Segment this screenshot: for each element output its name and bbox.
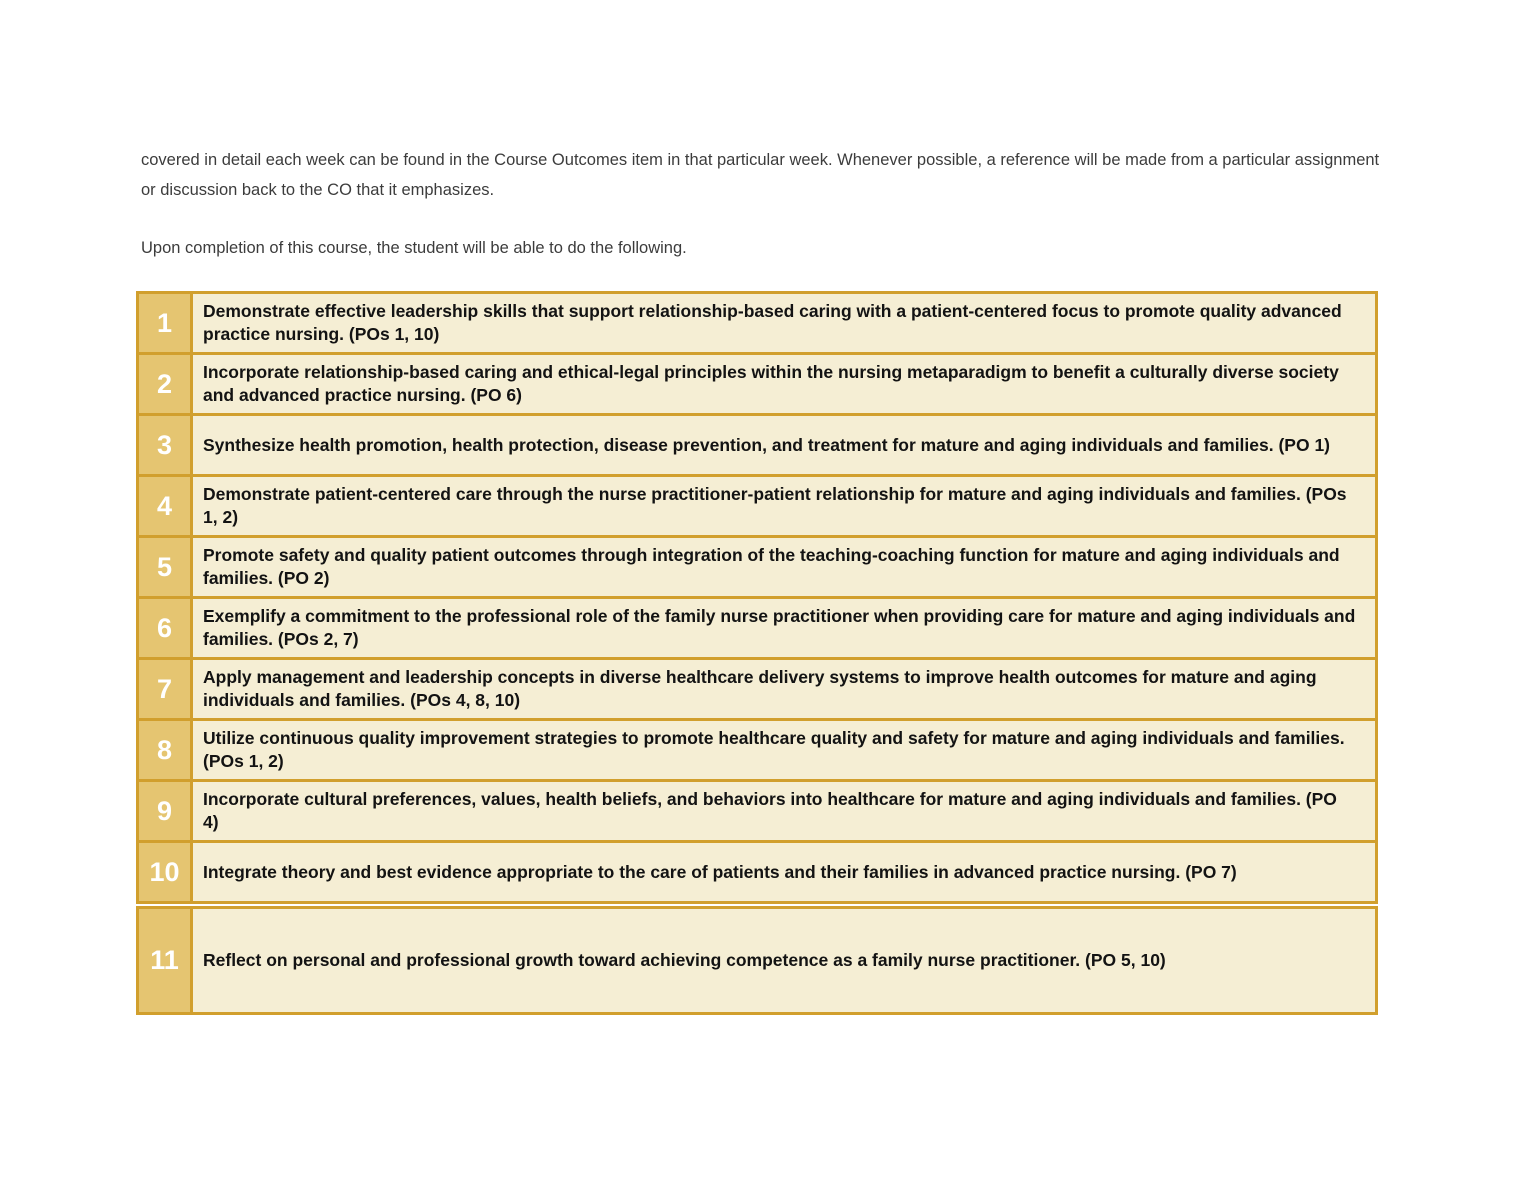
lead-in-sentence: Upon completion of this course, the student will be able to do the following. [141,239,687,257]
outcome-number: 9 [138,781,192,842]
outcome-text: Reflect on personal and professional growth toward achieving competence as a family nurse practitioner. (PO 5, 10) [192,908,1377,1014]
outcome-text: Apply management and leadership concepts in diverse healthcare delivery systems to improve health outcomes for mature and aging individuals and families. (POs 4, 8, 10) [192,659,1377,720]
table-row [138,598,1377,659]
table-row [138,720,1377,781]
outcome-text: Utilize continuous quality improvement strategies to promote healthcare quality and safety for mature and aging individuals and families. (POs 1, 2) [192,720,1377,781]
intro-paragraph: covered in detail each week can be found in the Course Outcomes item in that particular week. Whenever possible, a reference will be made from a particular assignment or discussion back to the CO that it emphasizes. [141,151,1380,199]
outcome-number: 11 [138,908,192,1014]
table-row [138,781,1377,842]
outcome-text: Incorporate relationship-based caring and ethical-legal principles within the nursing metaparadigm to benefit a culturally diverse society and advanced practice nursing. (PO 6) [192,354,1377,415]
table-row [138,415,1377,476]
table-row [138,293,1377,354]
table-row [138,354,1377,415]
outcome-number: 5 [138,537,192,598]
table-row [138,476,1377,537]
table-row [138,537,1377,598]
outcome-number: 4 [138,476,192,537]
outcome-text: Exemplify a commitment to the professional role of the family nurse practitioner when providing care for mature and aging individuals and families. (POs 2, 7) [192,598,1377,659]
document-content [141,145,1383,1015]
course-outcomes-table [136,291,1378,904]
outcome-number: 6 [138,598,192,659]
outcome-number: 3 [138,415,192,476]
table-row [138,842,1377,903]
outcome-text: Demonstrate patient-centered care through the nurse practitioner-patient relationship for mature and aging individuals and families. (POs 1, 2) [192,476,1377,537]
outcome-text: Integrate theory and best evidence appropriate to the care of patients and their families in advanced practice nursing. (PO 7) [192,842,1377,903]
course-outcomes-body [138,293,1377,903]
table-row [138,659,1377,720]
outcome-number: 7 [138,659,192,720]
outcome-text: Synthesize health promotion, health protection, disease prevention, and treatment for mature and aging individuals and families. (PO 1) [192,415,1377,476]
outcome-text: Incorporate cultural preferences, values, health beliefs, and behaviors into healthcare for mature and aging individuals and families. (PO 4) [192,781,1377,842]
course-outcomes-last-body [138,908,1377,1014]
outcome-number: 2 [138,354,192,415]
outcome-number: 10 [138,842,192,903]
table-row [138,908,1377,1014]
course-outcomes-table-last-row [136,906,1378,1015]
outcome-text: Demonstrate effective leadership skills that support relationship-based caring with a patient-centered focus to promote quality advanced practice nursing. (POs 1, 10) [192,293,1377,354]
outcome-number: 8 [138,720,192,781]
outcome-text: Promote safety and quality patient outcomes through integration of the teaching-coaching function for mature and aging individuals and families. (PO 2) [192,537,1377,598]
outcome-number: 1 [138,293,192,354]
